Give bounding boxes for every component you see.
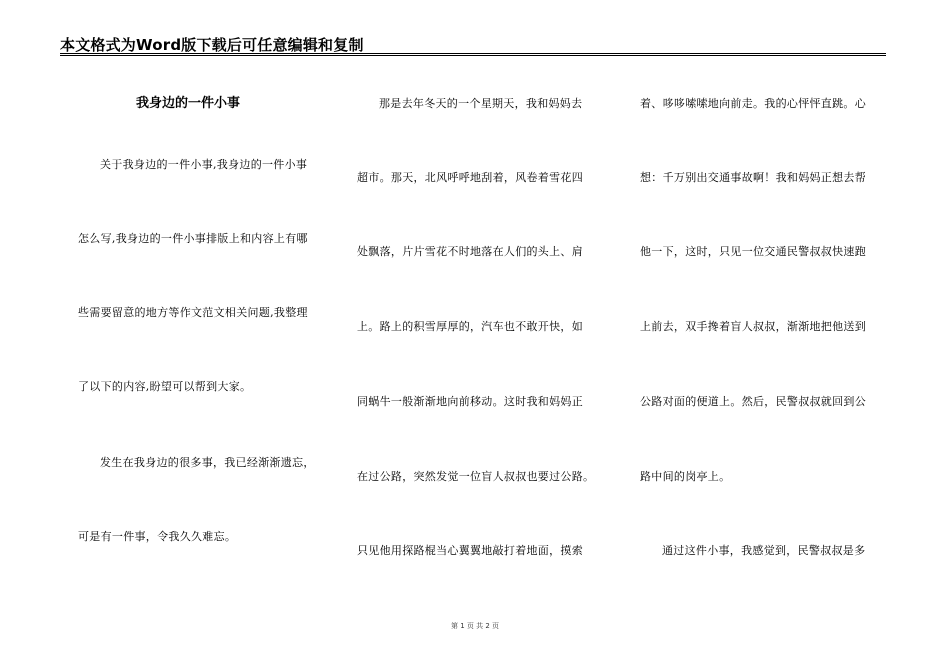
- text-line: 路中间的岗亭上。: [640, 470, 731, 483]
- text-line: 超市。那天，北风呼呼地刮着，风卷着雪花四: [357, 171, 583, 184]
- text-line: 怎么写,我身边的一件小事排版上和内容上有哪: [78, 232, 308, 245]
- text-line: 着、哆哆嗦嗦地向前走。我的心怦怦直跳。心: [640, 97, 866, 110]
- text-line: 公路对面的便道上。然后，民警叔叔就回到公: [640, 395, 866, 408]
- text-line: 同蜗牛一般渐渐地向前移动。这时我和妈妈正: [357, 395, 583, 408]
- text-line: 只见他用探路棍当心翼翼地敲打着地面，摸索: [357, 544, 583, 557]
- header-rule-top: [60, 53, 886, 54]
- header-rule-bottom: [60, 55, 886, 56]
- text-column-3: [640, 85, 890, 585]
- text-column-1: [78, 85, 328, 585]
- text-column-2: [357, 85, 607, 585]
- text-line: 些需要留意的地方等作文范文相关问题,我整理: [78, 306, 308, 319]
- document-banner: 本文格式为Word版下载后可任意编辑和复制: [60, 36, 364, 54]
- text-line: 可是有一件事，令我久久难忘。: [78, 530, 237, 543]
- text-line: 发生在我身边的很多事，我已经渐渐遗忘，: [100, 456, 315, 469]
- text-line: 他一下，这时，只见一位交通民警叔叔快速跑: [640, 245, 866, 258]
- text-line: 在过公路，突然发觉一位盲人叔叔也要过公路。: [357, 470, 595, 483]
- text-line: 那是去年冬天的一个星期天，我和妈妈去: [379, 97, 583, 110]
- text-line: 想：千万别出交通事故啊！我和妈妈正想去帮: [640, 171, 866, 184]
- text-line: 上前去，双手搀着盲人叔叔，渐渐地把他送到: [640, 320, 866, 333]
- text-line: 处飘落，片片雪花不时地落在人们的头上、肩: [357, 245, 583, 258]
- text-line: 关于我身边的一件小事,我身边的一件小事: [100, 158, 308, 171]
- document-title: 我身边的一件小事: [136, 96, 241, 111]
- text-line: 了以下的内容,盼望可以帮到大家。: [78, 380, 252, 393]
- page-number: 第 1 页 共 2 页: [450, 622, 500, 630]
- text-line: 上。路上的积雪厚厚的，汽车也不敢开快，如: [357, 320, 583, 333]
- text-line: 通过这件小事，我感觉到，民警叔叔是多: [662, 544, 866, 557]
